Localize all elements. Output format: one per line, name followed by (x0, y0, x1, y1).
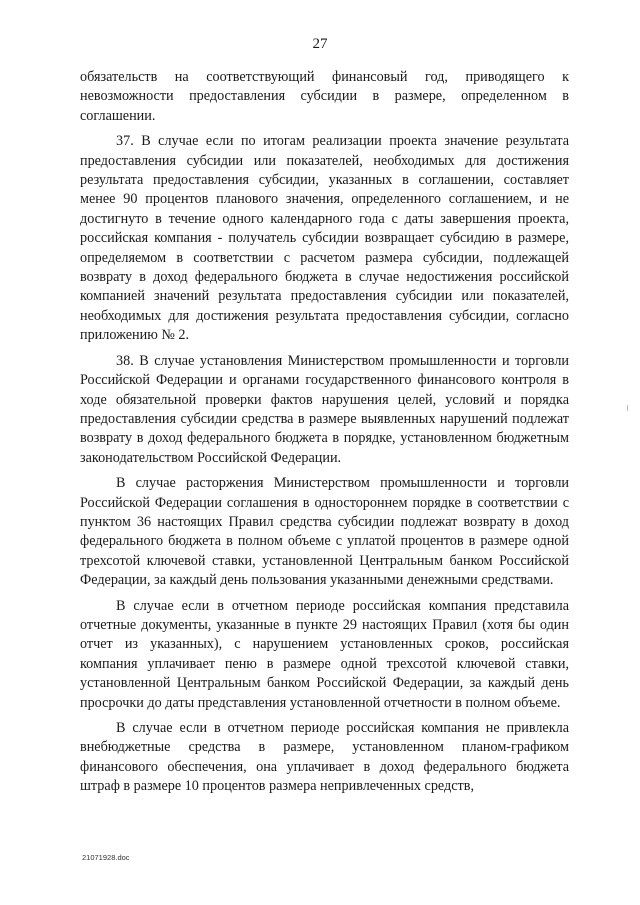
paragraph-late-reports: В случае если в отчетном периоде российская компания представила отчетные документы, указанные в пункте 29 настоящих Правил (хотя бы один отчет из указанных), с нарушением установленных сроков, российская компания уплачивает пеню в размере одной трехсотой ключевой ставки, установленной Центральным банком Российской Федерации, за каждый день просрочки до даты представления установленной отчетности в полном объеме. (80, 597, 569, 711)
margin-mark (627, 405, 628, 411)
paragraph-38: 38. В случае установления Министерством промышленности и торговли Российской Федерации и органами государственного финансового контроля в ходе обязательной проверки фактов нарушения целей, условий и порядка предоставления субсидии средства в размере выявленных нарушений подлежат возврату в доход федерального бюджета в порядке, установленном бюджетным законодательством Российской Федерации. (80, 352, 569, 466)
paragraph-fine: В случае если в отчетном периоде российская компания не привлекла внебюджетные средства в размере, установленном планом-графиком финансового обеспечения, она уплачивает в доход федерального бюджета штраф в размере 10 процентов размера непривлеченных средств, (80, 720, 569, 795)
page-number: 27 (312, 36, 328, 52)
paragraph-37: 37. В случае если по итогам реализации проекта значение результата предоставления субсидии или показателей, необходимых для достижения результата предоставления субсидии, указанных в соглашении, составляет менее 90 процентов планового значения, определенного соглашением, и не достигнуто в течение одного календарного года с даты завершения проекта, российская компания - получатель субсидии возвращает субсидию в размере, определяемом в соответствии с расчетом размера субсидии, подлежащей возврату в доход федерального бюджета в случае недостижения российской компанией значений результата предоставления субсидии или показателей, необходимых для достижения результата предоставления субсидии, согласно приложению № 2. (80, 133, 569, 344)
paragraph-continued: обязательств на соответствующий финансовый год, приводящего к невозможности предоставления субсидии в размере, определенном в соглашении. (80, 69, 569, 124)
paragraph-termination: В случае расторжения Министерством промышленности и торговли Российской Федерации соглашения в одностороннем порядке в соответствии с пунктом 36 настоящих Правил средства субсидии подлежат возврату в доход федерального бюджета в полном объеме с уплатой процентов в размере одной трехсотой ключевой ставки, установленной Центральным банком Российской Федерации, за каждый день пользования указанными денежными средствами. (80, 475, 569, 589)
footer-file-code: 21071928.doc (82, 853, 130, 862)
document-body (80, 68, 569, 803)
